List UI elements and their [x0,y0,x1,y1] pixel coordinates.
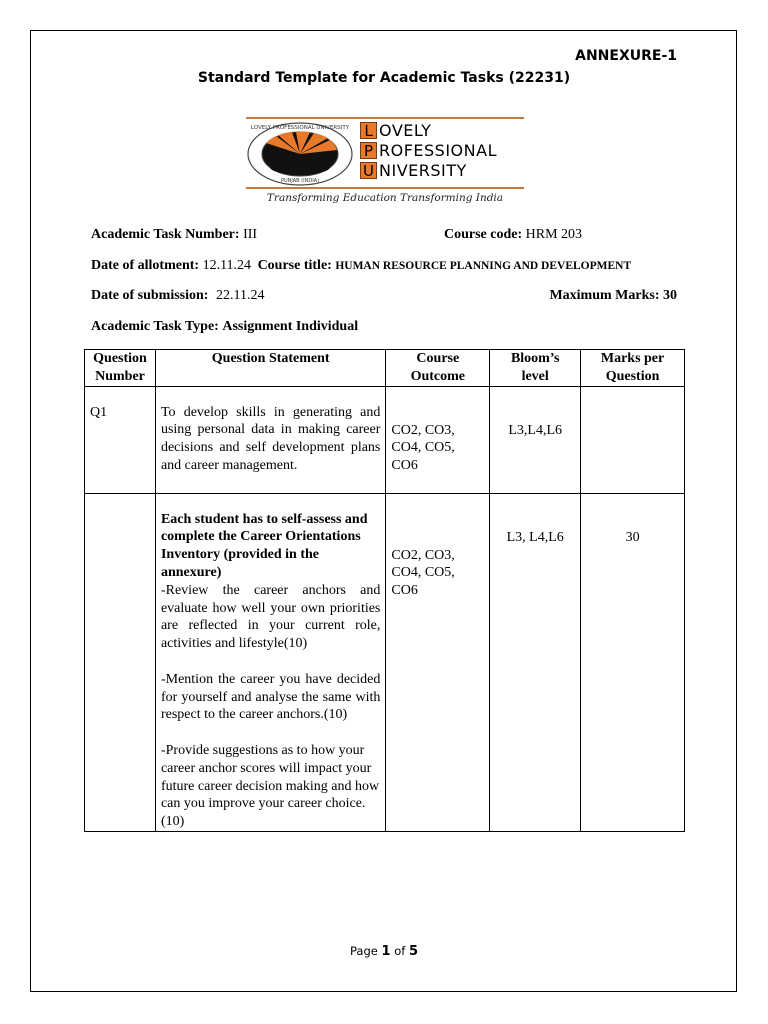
allotment-label: Date of allotment: [91,258,200,273]
blooms-level-cell: L3,L4,L6 [490,386,581,493]
logo-word-lovely: L OVELY [360,121,497,140]
task-number-line [91,227,677,243]
course-code-label: Course code: [444,227,523,242]
submission-label: Date of submission: [91,288,209,303]
course-outcome-cell: CO2, CO3, CO4, CO5, CO6 [386,493,490,831]
max-marks-label: Maximum Marks: [549,288,660,303]
annexure-label: ANNEXURE-1 [575,48,677,64]
header-marks-per-question: Marks per Question [581,350,685,387]
table-row [85,493,685,831]
question-number-cell: Q1 [85,386,156,493]
marks-cell: 30 [581,493,685,831]
allotment-line [91,258,677,274]
task-type-label: Academic Task Type: [91,319,219,334]
header-question-number: Question Number [85,350,156,387]
statement-part-3: -Provide suggestions as to how your career anchor scores will impact your future career decision making and how can you improve your career choice.(10) [160,742,380,830]
allotment-value: 12.11.24 [202,258,252,273]
question-number-cell [85,493,156,831]
question-statement-cell: To develop skills in generating and using personal data in making career decisions and self development plans and career management. [155,386,385,493]
statement-bold-intro: Each student has to self-assess and complete the Career Orientations Inventory (provided in the annexure) [160,511,368,580]
document-title: Standard Template for Academic Tasks (22231) [197,70,571,86]
course-code-value: HRM 203 [525,227,583,242]
header-question-statement: Question Statement [155,350,385,387]
logo-wordmark [360,121,497,181]
max-marks-value: 30 [663,288,677,303]
header-blooms-level: Bloom’s level [490,350,581,387]
table-row [85,386,685,493]
logo-tagline: Transforming Education Transforming India [266,192,504,204]
course-title-value: HUMAN RESOURCE PLANNING AND DEVELOPMENT [335,260,632,272]
course-outcome-cell: CO2, CO3, CO4, CO5, CO6 [386,386,490,493]
of-label: of [394,944,406,958]
blooms-level-cell: L3, L4,L6 [490,493,581,831]
logo-word-professional: P ROFESSIONAL [360,141,497,160]
task-type-value: Assignment Individual [222,319,359,334]
university-seal-icon [246,121,354,192]
header-course-outcome: Course Outcome [386,350,490,387]
submission-line [91,288,677,304]
submission-value: 22.11.24 [215,288,265,303]
question-statement-cell [155,493,385,831]
page-number: 1 [381,944,391,959]
marks-cell [581,386,685,493]
university-logo [244,115,526,210]
task-number-label: Academic Task Number: [91,227,240,242]
svg-text:PUNJAB (INDIA): PUNJAB (INDIA) [280,178,320,184]
statement-part-1: -Review the career anchors and evaluate how well your own priorities are reflected in your current role, activities and lifestyle(10) [160,582,381,652]
academic-task-table [84,349,685,832]
svg-text:LOVELY PROFESSIONAL UNIVERSITY: LOVELY PROFESSIONAL UNIVERSITY [250,125,350,131]
page-footer [0,944,768,959]
total-pages: 5 [408,944,418,959]
table-header-row [85,350,685,387]
course-title-label: Course title: [257,258,332,273]
logo-word-university: U NIVERSITY [360,161,497,180]
max-marks [549,288,677,304]
course-code [444,227,582,243]
statement-part-2: -Mention the career you have decided for yourself and analyse the same with respect to the career anchors.(10) [160,671,381,723]
task-number-value: III [243,227,258,242]
page-label: Page [350,944,378,958]
logo-bottom-rule [246,187,524,189]
logo-top-rule [246,117,524,119]
task-type-line [91,319,677,335]
